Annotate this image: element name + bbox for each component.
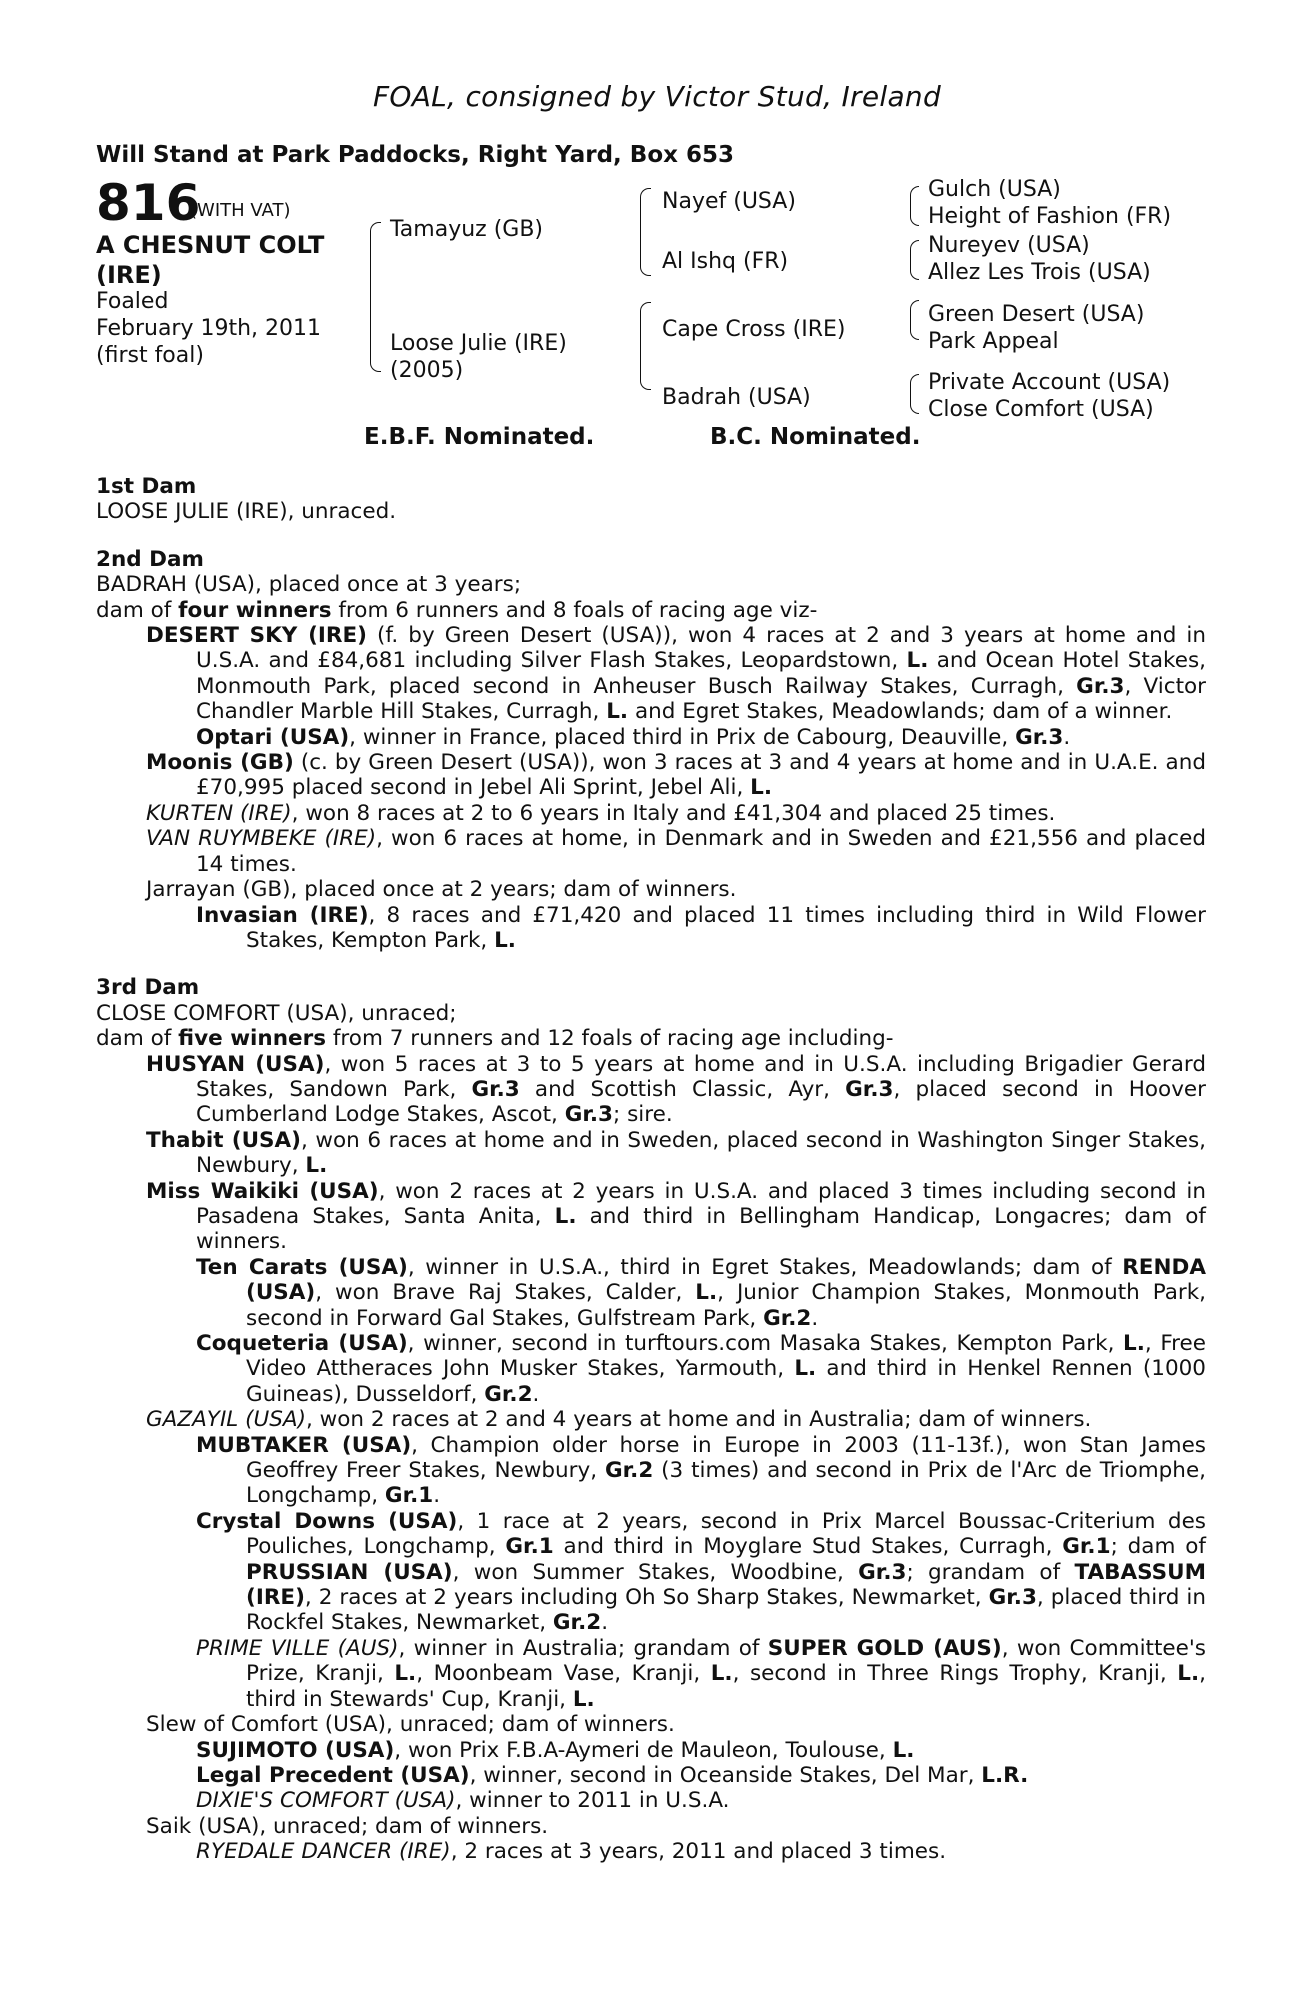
third-dam-line — [96, 1026, 1206, 1051]
horse-name: Legal Precedent (USA) — [196, 1762, 470, 1788]
vat-note: (WITH VAT) — [190, 200, 291, 221]
horse-name: Coqueteria (USA) — [196, 1331, 408, 1356]
pedigree-dam-sire: Cape Cross (IRE) — [662, 317, 846, 342]
produce-entry — [96, 1407, 1206, 1432]
text-run: . — [1063, 724, 1071, 750]
horse-name: Invasian (IRE) — [196, 902, 369, 928]
text-run: from 6 runners and 8 foals of racing age viz- — [331, 597, 818, 623]
text-run: , won 5 races at 3 to 5 years at home and in U.S.A. including Brigadier Gerard Stakes, Sandown Park, — [196, 1051, 1206, 1102]
text-run: and Egret Stakes, Meadowlands; dam of a winner. — [628, 699, 1173, 725]
horse-name: PRIME VILLE (AUS) — [196, 1635, 399, 1661]
text-run: , won Brave Raj Stakes, Calder, — [315, 1280, 696, 1306]
text-run: and third in Henkel Rennen (1000 Guineas), Dusseldorf, — [246, 1356, 1206, 1407]
produce-entry — [96, 750, 1206, 801]
produce-entry: Saik (USA), unraced; dam of winners. — [146, 1813, 549, 1839]
text-run: , won 2 races at 2 years in U.S.A. and placed 3 times including second in Pasadena Stakes, Santa Anita, — [196, 1178, 1207, 1229]
produce-entry — [96, 1331, 1206, 1407]
text-run: , Champion older horse in Europe in 2003 (11-13f.), won Stan James Geoffrey Freer Stakes, Newbury, — [246, 1432, 1206, 1484]
dam-grandparents-brace — [640, 302, 651, 390]
horse-name: PRUSSIAN (USA) — [246, 1559, 453, 1585]
race-grade: Gr.2 — [552, 1610, 602, 1636]
sire-dam-brace — [370, 222, 381, 372]
race-grade: L. — [606, 699, 629, 725]
produce-record — [96, 474, 1206, 1865]
horse-name: Moonis (GB) — [146, 750, 294, 776]
text-run: , won 8 races at 2 to 6 years in Italy and £41,304 and placed 25 times. — [291, 800, 1056, 826]
third-dam-line: CLOSE COMFORT (USA), unraced; — [96, 1000, 457, 1026]
sire-grandparents-brace — [640, 188, 651, 276]
text-run: , Junior Champion Stakes, Monmouth Park, second in Forward Gal Stakes, Gulfstream Park, — [246, 1280, 1206, 1331]
text-run: (c. by Green Desert (USA)), won 3 races at 3 and 4 years at home and in U.A.E. and £70,995 placed second in Jebel Ali Sprint, Jebel Ali, — [196, 750, 1206, 801]
text-run: , won Summer Stakes, Woodbine, — [452, 1559, 859, 1585]
race-grade: L. — [794, 1356, 817, 1382]
horse-name: VAN RUYMBEKE (IRE) — [146, 826, 377, 852]
text-run: , winner in France, placed third in Prix de Cabourg, Deauville, — [349, 724, 1016, 750]
produce-entry: Jarrayan (GB), placed once at 2 years; dam of winners. — [146, 877, 737, 903]
bc-nominated: B.C. Nominated. — [710, 424, 921, 450]
private-account-brace — [910, 374, 919, 414]
race-grade: L. — [892, 1737, 915, 1763]
produce-entry — [96, 801, 1206, 826]
text-run: (f. by Green Desert (USA)), won 4 races at 2 and 3 years at home and in U.S.A. and £84,681 including Silver Flash Stakes, Leopardstown, — [196, 623, 1206, 674]
pedigree-g6: Park Appeal — [928, 329, 1059, 354]
race-grade: Gr.1 — [505, 1534, 554, 1560]
horse-name: HUSYAN (USA) — [146, 1051, 325, 1077]
race-grade: L. — [394, 1661, 417, 1687]
race-grade: Gr.2 — [484, 1381, 533, 1407]
race-grade: Gr.1 — [384, 1483, 434, 1509]
first-dam-text: LOOSE JULIE (IRE), unraced. — [96, 499, 397, 525]
race-grade: Gr.2 — [604, 1458, 654, 1484]
text-run: . — [433, 1483, 441, 1509]
first-dam-heading: 1st Dam — [96, 474, 197, 499]
horse-name: Crystal Downs (USA) — [196, 1508, 458, 1534]
foaled-info — [96, 288, 321, 369]
text-run: , third in Stewards' Cup, Kranji, — [246, 1661, 1206, 1712]
produce-entry — [96, 1255, 1206, 1331]
text-run: , 2 races at 3 years, 2011 and placed 3 times. — [450, 1839, 947, 1865]
foaled-line: (first foal) — [96, 343, 204, 368]
race-grade: Gr.3 — [564, 1102, 613, 1128]
horse-name: MUBTAKER (USA) — [196, 1432, 412, 1458]
pedigree-sire-dam: Al Ishq (FR) — [662, 249, 789, 274]
produce-entry — [96, 826, 1206, 877]
text-run: ; sire. — [613, 1102, 673, 1128]
text-run: , winner in U.S.A., third in Egret Stakes, Meadowlands; dam of — [407, 1254, 1123, 1280]
description-line: (IRE) — [96, 261, 162, 289]
text-run: , Victor Chandler Marble Hill Stakes, Curragh, — [196, 673, 1207, 725]
description-line: A CHESNUT COLT — [96, 231, 325, 259]
text-run: dam of — [96, 1026, 179, 1052]
text-run: and third in Bellingham Handicap, Longacres; dam of winners. — [196, 1203, 1206, 1255]
race-grade: Gr.3 — [1076, 673, 1125, 699]
text-run: and third in Moyglare Stud Stakes, Curragh, — [553, 1534, 1063, 1560]
text-run: , won Committee's Prize, Kranji, — [246, 1635, 1206, 1687]
text-run: , placed second in Hoover Cumberland Lodge Stakes, Ascot, — [196, 1076, 1206, 1128]
stand-location: Will Stand at Park Paddocks, Right Yard, Box 653 — [96, 142, 734, 168]
second-dam-heading: 2nd Dam — [96, 546, 204, 572]
produce-entry — [96, 623, 1206, 725]
horse-name: SUJIMOTO (USA) — [196, 1737, 395, 1763]
pedigree-g7: Private Account (USA) — [928, 370, 1171, 395]
race-grade: Gr.3 — [471, 1076, 520, 1102]
pedigree-dam — [390, 330, 567, 384]
text-run: , winner to 2011 in U.S.A. — [455, 1788, 730, 1814]
pedigree-sire: Tamayuz (GB) — [390, 217, 544, 242]
produce-entry: Slew of Comfort (USA), unraced; dam of winners. — [146, 1712, 675, 1738]
text-run: . — [532, 1381, 540, 1407]
lot-number: 816 — [96, 174, 201, 232]
produce-entry — [96, 1433, 1206, 1509]
text-run: and Ocean Hotel Stakes, Monmouth Park, placed second in Anheuser Busch Railway Stakes, Curragh, — [196, 648, 1206, 699]
text-run: . — [811, 1305, 819, 1331]
green-desert-brace — [910, 300, 919, 340]
text-run: dam of — [96, 597, 179, 623]
text-run: five winners — [178, 1026, 327, 1052]
ebf-nominated: E.B.F. Nominated. — [364, 424, 595, 450]
second-dam-line: BADRAH (USA), placed once at 3 years; — [96, 572, 522, 598]
produce-entry — [96, 1839, 1206, 1864]
produce-entry — [96, 1509, 1206, 1636]
pedigree-dam-dam: Badrah (USA) — [662, 385, 811, 410]
produce-entry — [96, 725, 1206, 750]
text-run: , won 2 races at 2 and 4 years at home and in Australia; dam of winners. — [305, 1407, 1092, 1433]
horse-name: TABASSUM (IRE) — [246, 1559, 1206, 1611]
text-run: , Free Video Attheraces John Musker Stakes, Yarmouth, — [246, 1331, 1206, 1382]
text-run: , winner, second in Oceanside Stakes, Del Mar, — [469, 1762, 982, 1788]
text-run: four winners — [178, 597, 332, 623]
gulch-brace — [910, 186, 919, 226]
race-grade: L. — [1123, 1331, 1145, 1356]
text-run: , Moonbeam Vase, Kranji, — [416, 1661, 711, 1687]
race-grade: Gr.3 — [1015, 724, 1064, 750]
text-run: . — [601, 1610, 609, 1636]
horse-name: DIXIE'S COMFORT (USA) — [196, 1788, 456, 1814]
race-grade: Gr.1 — [1062, 1534, 1111, 1560]
race-grade: L. — [554, 1203, 577, 1229]
produce-entry — [96, 1128, 1206, 1179]
horse-name: GAZAYIL (USA) — [146, 1407, 306, 1433]
horse-name: KURTEN (IRE) — [146, 800, 292, 826]
race-grade: L. — [494, 927, 516, 953]
text-run: , won Prix F.B.A-Aymeri de Mauleon, Toulouse, — [394, 1737, 893, 1763]
text-run: (3 times) and second in Prix de l'Arc de Triomphe, Longchamp, — [246, 1458, 1206, 1509]
produce-entry — [96, 1738, 1206, 1763]
produce-entry — [96, 903, 1206, 954]
second-dam-line — [96, 598, 1206, 623]
race-grade: Gr.2 — [763, 1305, 812, 1331]
race-grade: L. — [305, 1153, 328, 1179]
produce-entry — [96, 1763, 1206, 1788]
race-grade: L. — [906, 648, 929, 674]
horse-name: RYEDALE DANCER (IRE) — [196, 1839, 451, 1865]
race-grade: L. — [695, 1280, 718, 1306]
produce-entry — [96, 1179, 1206, 1255]
horse-name: SUPER GOLD (AUS) — [767, 1635, 1002, 1661]
text-run: , 8 races and £71,420 and placed 11 times including third in Wild Flower Stakes, Kempton Park, — [246, 902, 1206, 953]
lot-description — [96, 230, 324, 290]
pedigree-g3: Nureyev (USA) — [928, 233, 1090, 258]
third-dam-heading: 3rd Dam — [96, 975, 200, 1001]
race-grade: L. — [572, 1686, 595, 1712]
race-grade: L. — [710, 1661, 733, 1687]
horse-name: Ten Carats (USA) — [196, 1254, 408, 1280]
pedigree-sire-sire: Nayef (USA) — [662, 189, 796, 214]
race-grade: L. — [750, 775, 773, 801]
text-run: , placed third in Rockfel Stakes, Newmarket, — [246, 1585, 1206, 1636]
horse-name: Miss Waikiki (USA) — [146, 1178, 379, 1204]
text-run: , second in Three Rings Trophy, Kranji, — [732, 1661, 1178, 1687]
text-run: ; dam of — [1110, 1534, 1206, 1560]
race-grade: Gr.3 — [988, 1585, 1037, 1611]
text-run: , winner, second in turftours.com Masaka Stakes, Kempton Park, — [407, 1331, 1124, 1356]
nureyev-brace — [910, 240, 919, 280]
text-run: from 7 runners and 12 foals of racing age including- — [326, 1026, 894, 1052]
pedigree-g8: Close Comfort (USA) — [928, 397, 1154, 422]
horse-name: Optari (USA) — [196, 724, 350, 750]
pedigree-g1: Gulch (USA) — [928, 177, 1061, 202]
pedigree-dam-name: Loose Julie (IRE) — [390, 331, 567, 356]
foaled-line: February 19th, 2011 — [96, 316, 322, 341]
race-grade: Gr.3 — [858, 1559, 907, 1585]
text-run: , winner in Australia; grandam of — [398, 1635, 768, 1661]
horse-name: Thabit (USA) — [146, 1127, 301, 1153]
catalogue-header: FOAL, consigned by Victor Stud, Ireland — [372, 80, 942, 113]
race-grade: L.R. — [981, 1762, 1029, 1788]
pedigree-g5: Green Desert (USA) — [928, 302, 1145, 327]
text-run: and Scottish Classic, Ayr, — [519, 1076, 846, 1102]
pedigree-g2: Height of Fashion (FR) — [928, 204, 1172, 229]
text-run: , won 6 races at home and in Sweden, placed second in Washington Singer Stakes, Newbury, — [196, 1127, 1206, 1179]
text-run: , 2 races at 2 years including Oh So Sharp Stakes, Newmarket, — [304, 1585, 989, 1611]
produce-entry — [96, 1636, 1206, 1712]
race-grade: L. — [1177, 1661, 1200, 1687]
foaled-line: Foaled — [96, 289, 169, 314]
produce-entry — [96, 1052, 1206, 1128]
text-run: , won 6 races at home, in Denmark and in Sweden and £21,556 and placed 14 times. — [196, 826, 1206, 877]
race-grade: Gr.3 — [845, 1076, 894, 1102]
pedigree-g4: Allez Les Trois (USA) — [928, 260, 1151, 285]
pedigree-dam-year: (2005) — [390, 358, 464, 383]
produce-entry — [96, 1788, 1206, 1813]
text-run: , 1 race at 2 years, second in Prix Marcel Boussac-Criterium des Pouliches, Longchamp, — [246, 1508, 1207, 1560]
horse-name: DESERT SKY (IRE) — [146, 623, 367, 649]
text-run: ; grandam of — [906, 1559, 1075, 1585]
horse-name: RENDA (USA) — [246, 1254, 1206, 1306]
